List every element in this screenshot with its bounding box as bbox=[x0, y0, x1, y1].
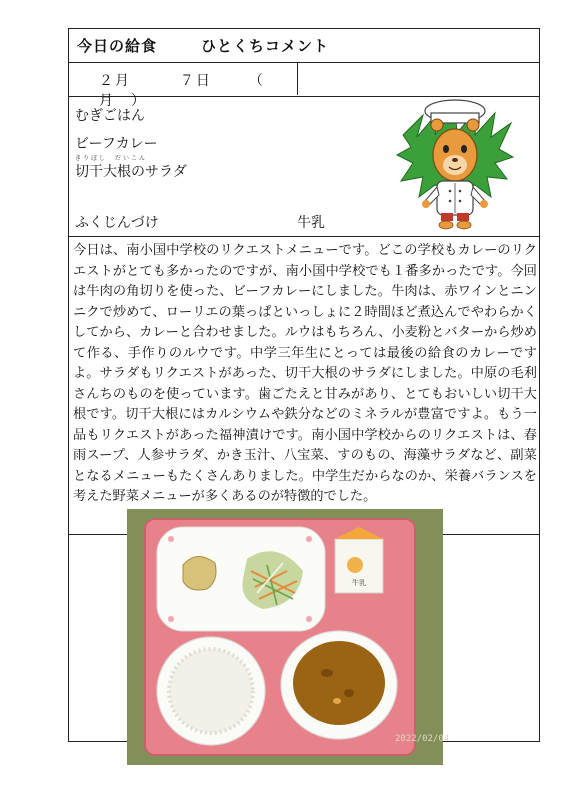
comment-text: 今日は、南小国中学校のリクエストメニューです。どこの学校もカレーのリクエストがとても多かったのですが、南小国中学校でも１番多かったです。今回は牛肉の角切りを使った、ビーフカレーにしました。牛肉は、赤ワインとニンニクで炒めて、ローリエの葉っぱといっしょに２時間ほど煮込んでやわらかくしてから、カレーと合わせました。ルウはもちろん、小麦粉とバターから炒めて作る、手作りのルウです。中学三年生にとっては最後の給食のカレーですよ。サラダもリクエストがあった、切干大根のサラダにしました。中原の毛利さんちのものを使っています。歯ごたえと甘みがあり、とてもおいしい切干大根です。切干大根にはカルシウムや鉄分などのミネラルが豊富ですよ。もう一品もリクエストがあった福神漬けです。南小国中学校からのリクエストは、春雨スープ、人参サラダ、かき玉汁、八宝菜、すのもの、海藻サラダなど、副菜となるメニューもたくさんありました。中学生だからなのか、栄養バランスを考えた野菜メニューが多くあるのが特徴的でした。 bbox=[73, 243, 537, 504]
menu-item-beef-curry bbox=[75, 133, 158, 153]
date-row bbox=[69, 63, 539, 109]
menu-item-label: ふくじんづけ bbox=[75, 215, 159, 231]
milk-carton bbox=[335, 527, 383, 593]
mascot-chef-illustration bbox=[395, 97, 515, 235]
fukujinzuke-pickles bbox=[183, 556, 216, 590]
date-month: ２月 bbox=[99, 73, 131, 89]
rice-bowl bbox=[157, 637, 265, 745]
date-day: ７日 bbox=[179, 73, 212, 89]
menu-item-label: ビーフカレー bbox=[75, 136, 158, 152]
curry-bowl bbox=[281, 631, 397, 739]
comment-row bbox=[69, 237, 539, 535]
milk-carton-label: 牛乳 bbox=[352, 579, 366, 587]
menu-item-ruby: きりぼし だいこん bbox=[75, 155, 148, 162]
menu-item-daikon-salad bbox=[75, 155, 187, 181]
menu-item-label: むぎごはん bbox=[75, 108, 145, 124]
lunch-sheet bbox=[68, 28, 540, 742]
menu-item-label: 切干大根のサラダ bbox=[75, 164, 187, 180]
photo-timestamp: 2022/02/04 bbox=[395, 734, 450, 744]
mascot-body bbox=[422, 181, 488, 229]
menu-item-milk: 牛乳 bbox=[297, 215, 325, 231]
menu-item-fukujinzuke bbox=[75, 212, 159, 232]
title-row bbox=[69, 29, 539, 63]
menu-item-barley-rice bbox=[75, 105, 145, 125]
page-title: 今日の給食 bbox=[77, 37, 158, 55]
page-subtitle: ひとくちコメント bbox=[201, 37, 330, 55]
date-weekday: （ 月 ） bbox=[99, 73, 281, 109]
lunch-photo bbox=[127, 509, 450, 765]
date-cell bbox=[69, 63, 298, 109]
side-dish-plate bbox=[157, 527, 325, 631]
menu-row bbox=[69, 97, 539, 237]
